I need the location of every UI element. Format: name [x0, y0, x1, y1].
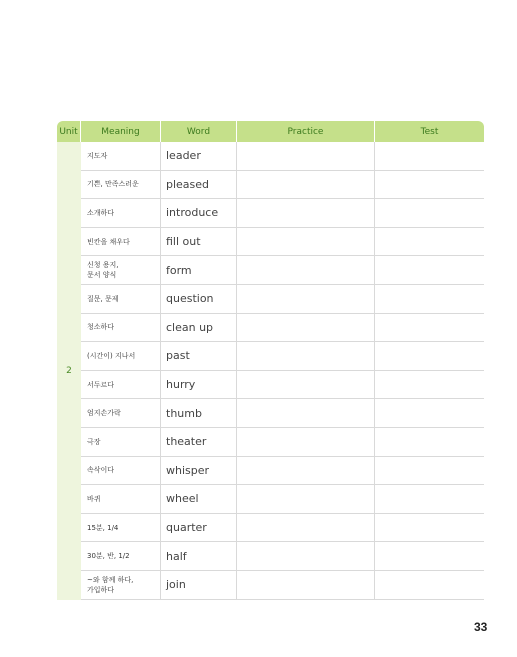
practice-cell[interactable] — [237, 314, 375, 342]
table-row — [81, 399, 484, 428]
word-cell: half — [161, 542, 237, 570]
meaning-cell: 엄지손가락 — [81, 399, 161, 427]
practice-cell[interactable] — [237, 342, 375, 370]
practice-cell[interactable] — [237, 514, 375, 542]
practice-cell[interactable] — [237, 457, 375, 485]
practice-cell[interactable] — [237, 371, 375, 399]
word-cell: clean up — [161, 314, 237, 342]
word-cell: hurry — [161, 371, 237, 399]
table-row — [81, 228, 484, 257]
header-word: Word — [161, 121, 237, 142]
meaning-cell: 속삭이다 — [81, 457, 161, 485]
table-row — [81, 342, 484, 371]
word-cell: quarter — [161, 514, 237, 542]
page-number: 33 — [474, 620, 488, 634]
word-cell: wheel — [161, 485, 237, 513]
test-cell[interactable] — [375, 485, 484, 513]
test-cell[interactable] — [375, 428, 484, 456]
test-cell[interactable] — [375, 571, 484, 599]
header-unit: Unit — [57, 121, 81, 142]
table-row — [81, 371, 484, 400]
practice-cell[interactable] — [237, 171, 375, 199]
table-row — [81, 171, 484, 200]
test-cell[interactable] — [375, 457, 484, 485]
word-cell: form — [161, 256, 237, 284]
table-row — [81, 542, 484, 571]
practice-cell[interactable] — [237, 571, 375, 599]
meaning-cell: 소개하다 — [81, 199, 161, 227]
practice-cell[interactable] — [237, 256, 375, 284]
meaning-cell: 15분, 1/4 — [81, 514, 161, 542]
meaning-cell: 30분, 반, 1/2 — [81, 542, 161, 570]
meaning-cell: 빈칸을 채우다 — [81, 228, 161, 256]
header-practice: Practice — [237, 121, 375, 142]
test-cell[interactable] — [375, 342, 484, 370]
meaning-cell: 청소하다 — [81, 314, 161, 342]
table-row — [81, 142, 484, 171]
table-row — [81, 428, 484, 457]
meaning-cell: 기쁜, 만족스러운 — [81, 171, 161, 199]
table-row — [81, 571, 484, 600]
test-cell[interactable] — [375, 371, 484, 399]
header-test: Test — [420, 126, 439, 137]
meaning-cell: 바퀴 — [81, 485, 161, 513]
word-cell: fill out — [161, 228, 237, 256]
word-cell: theater — [161, 428, 237, 456]
practice-cell[interactable] — [237, 485, 375, 513]
test-cell[interactable] — [375, 228, 484, 256]
test-cell[interactable] — [375, 314, 484, 342]
meaning-cell: ~와 함께 하다, 가입하다 — [81, 571, 161, 599]
meaning-cell: 신청 용지, 문서 양식 — [81, 256, 161, 284]
practice-cell[interactable] — [237, 199, 375, 227]
test-cell[interactable] — [375, 542, 484, 570]
test-cell[interactable] — [375, 285, 484, 313]
word-cell: introduce — [161, 199, 237, 227]
practice-cell[interactable] — [237, 285, 375, 313]
practice-cell[interactable] — [237, 428, 375, 456]
test-cell[interactable] — [375, 399, 484, 427]
table-row — [81, 199, 484, 228]
meaning-cell: (시간이) 지나서 — [81, 342, 161, 370]
table-row — [81, 314, 484, 343]
table-row — [81, 256, 484, 285]
test-cell[interactable] — [375, 514, 484, 542]
table-row — [81, 457, 484, 486]
unit-number-cell: 2 — [57, 142, 81, 600]
practice-cell[interactable] — [237, 228, 375, 256]
word-cell: thumb — [161, 399, 237, 427]
practice-cell[interactable] — [237, 542, 375, 570]
table-row — [81, 514, 484, 543]
practice-cell[interactable] — [237, 399, 375, 427]
header-meaning: Meaning — [81, 121, 161, 142]
word-cell: question — [161, 285, 237, 313]
word-cell: past — [161, 342, 237, 370]
word-cell: join — [161, 571, 237, 599]
meaning-cell: 서두르다 — [81, 371, 161, 399]
table-header — [57, 121, 484, 142]
test-cell[interactable] — [375, 142, 484, 170]
word-cell: whisper — [161, 457, 237, 485]
table-row — [81, 485, 484, 514]
meaning-cell: 질문, 문제 — [81, 285, 161, 313]
practice-cell[interactable] — [237, 142, 375, 170]
meaning-cell: 지도자 — [81, 142, 161, 170]
table-row — [81, 285, 484, 314]
word-cell: leader — [161, 142, 237, 170]
test-cell[interactable] — [375, 171, 484, 199]
test-cell[interactable] — [375, 256, 484, 284]
test-cell[interactable] — [375, 199, 484, 227]
meaning-cell: 극장 — [81, 428, 161, 456]
word-cell: pleased — [161, 171, 237, 199]
